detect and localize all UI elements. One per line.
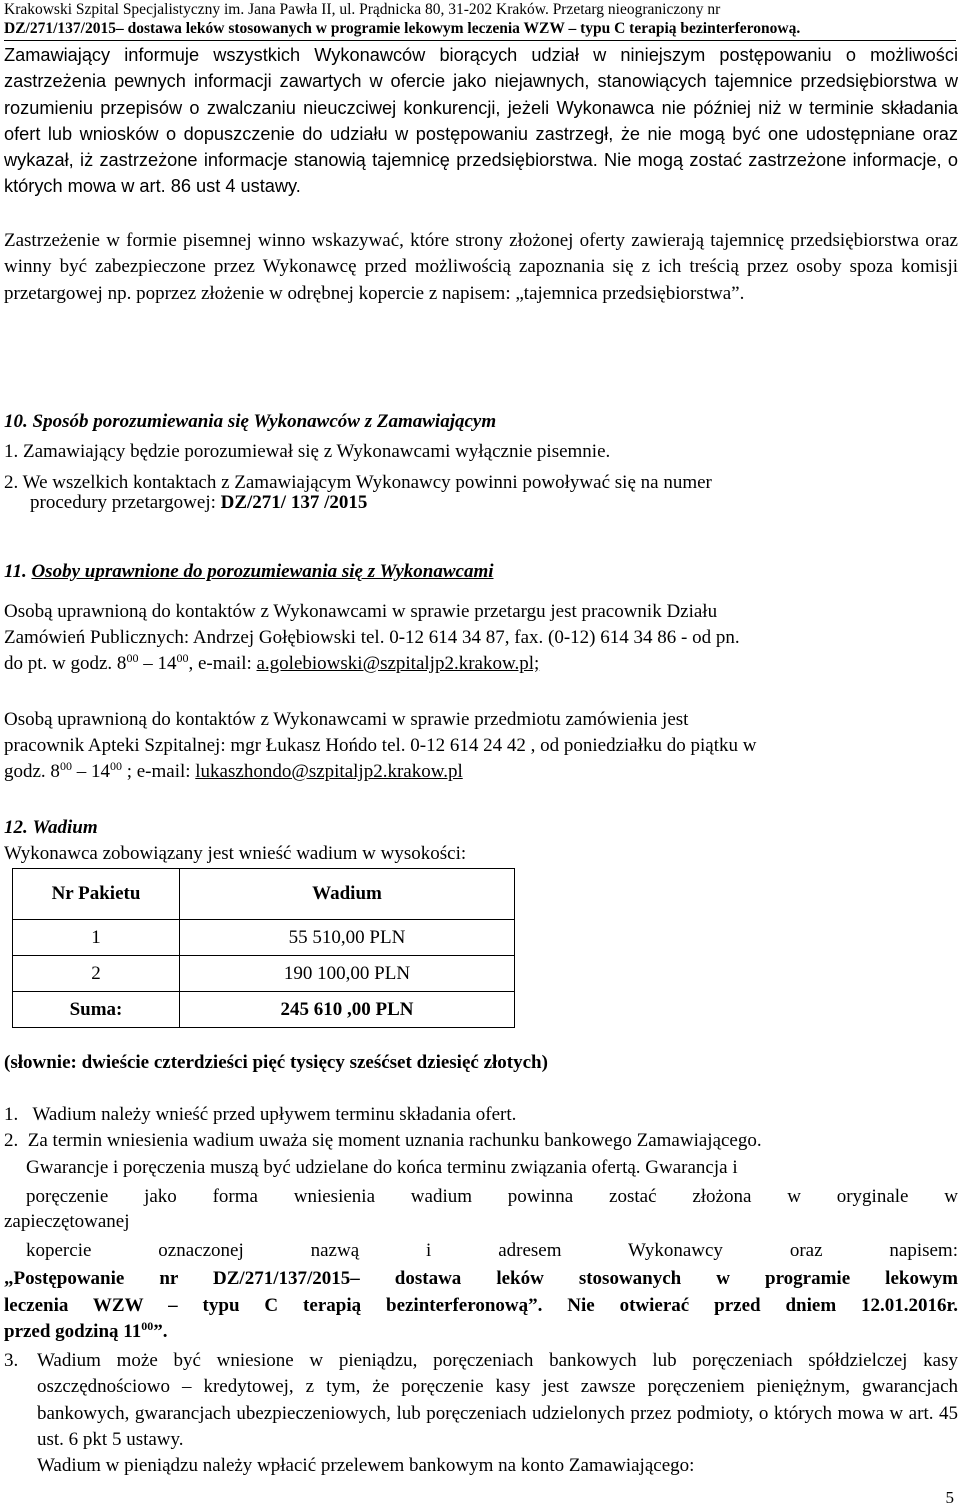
sec10-item-1: 1. Zamawiający będzie porozumiewał się z Wykonawcami wyłącznie pisemnie. [4,441,611,462]
sec12-intro: Wykonawca zobowiązany jest wnieść wadium w wysokości: [4,843,467,864]
sec12-title-number: 12. [4,817,28,838]
amount-in-words: (słownie: dwieście czterdzieści pięć tysięcy sześćset dziesięć złotych) [4,1052,548,1073]
table-row [13,956,515,992]
sec11-p1-line2: Zamówień Publicznych: Andrzej Gołębiowski tel. 0-12 614 34 87, fax. (0-12) 614 34 86 - od pn. [4,627,740,648]
email-link-hondo[interactable]: lukaszhondo@szpitaljp2.krakow.pl [195,761,463,782]
sec11-p2-line1: Osobą uprawnioną do kontaktów z Wykonawcami w sprawie przedmiotu zamówienia jest [4,709,689,730]
sec11-title-text: Osoby uprawnione do porozumiewania się z Wykonawcami [31,561,494,582]
header-wadium: Wadium [180,869,515,920]
sec11-p1-line3: do pt. w godz. $8^{00} - 14^{00}$, e-mail: a.golebiowski@szpitaljp2.krakow.pl; [4,651,540,674]
cell-wadium: 55 510,00 PLN [180,920,515,956]
header-line-1: Krakowski Szpital Specjalistyczny im. Jana Pawła II, ul. Prądnicka 80, 31-202 Kraków. Przetarg nieograniczony nr [4,1,721,18]
hours-end-sup: 00 [176,651,189,665]
sec10-title: 10. Sposób porozumiewania się Wykonawców z Zamawiającym [4,411,497,432]
hours2-end: 14 [86,761,110,782]
item-2-number: 2. [4,1130,19,1151]
sec11-p1-line1: Osobą uprawnioną do kontaktów z Wykonawcami w sprawie przetargu jest pracownik Działu [4,601,718,622]
item-1-number: 1. [4,1104,19,1125]
wadium-table [12,868,515,1028]
item-2-text: Za termin wniesienia wadium uważa się moment uznania rachunku bankowego Zamawiającego. [27,1130,762,1151]
sec11-title [4,561,494,583]
item-3-number: 3. [4,1350,19,1371]
hours-end: 14 [152,653,177,674]
sec12-title-text: Wadium [32,817,98,838]
deadline-closing: ”. [153,1321,168,1342]
email2-label: ; e-mail: [121,761,196,782]
wadium-item-3 [4,1348,958,1453]
hours-start: do pt. w godz. 8 [4,653,127,674]
item-3-text: Wadium może być wniesione w pieniądzu, poręczeniach bankowych lub poręczeniach spółdzielczej kasy oszczędnościowo – kredytowej, z tym, że poręczenie kasy jest zawsze poręczeniem pieniężnym, gwarancjach bankowych, gwarancjach ubezpieczeniowych, lub poręczeniach udzielonych przez podmioty, o których mowa w art. 45 ust. 6 pkt 5 ustawy. [37,1350,958,1450]
sec11-p2-line3: godz. $8^{00} - 14^{00}$ ; e-mail: lukaszhondo@szpitaljp2.krakow.pl [4,759,463,782]
header-line-2: DZ/271/137/2015– dostawa leków stosowanych w programie lekowym leczenia WZW – typu C terapią bezinterferonową. [4,20,801,37]
sec10-title-line [4,411,496,433]
item-2-cont-line3: zapieczętowanej [4,1211,130,1232]
sec11-p2-line2: pracownik Apteki Szpitalnej: mgr Łukasz Hońdo tel. 0-12 614 24 42 , od poniedziałku do piątku w [4,735,757,756]
reservation-paragraph: Zastrzeżenie w formie pisemnej winno wskazywać, które strony złożonej oferty zawierają tajemnicę przedsiębiorstwa oraz winny być zabezpieczone przez Wykonawcę przed możliwością zapoznania się z ich treścią przez osoby spoza komisji przetargowej np. poprzez złożenie w odrębnej kopercie z napisem: „tajemnica przedsiębiorstwa”. [4,230,958,304]
deadline-hour: przed godziną 11 [4,1321,142,1342]
hours2-start: godz. 8 [4,761,60,782]
cell-wadium: 190 100,00 PLN [180,956,515,992]
cell-pakiet: 2 [13,956,180,992]
procedure-number: DZ/271/ 137 /2015 [220,492,368,513]
wadium-item-1 [4,1104,516,1126]
wadium-item-2 [4,1130,762,1152]
sec12-title [4,817,98,839]
sum-label: Suma: [13,992,180,1028]
hours2-end-sup: 00 [109,759,122,773]
item-2-cont-line4: kopercie oznaczonej nazwą i adresem Wykonawcy oraz napisem: [26,1240,958,1261]
confidentiality-paragraph: Zamawiający informuje wszystkich Wykonawców biorących udział w niniejszym postępowaniu o możliwości zastrzeżenia pewnych informacji zawartych w ofercie jako niejawnych, stanowiących tajemnice przedsiębiorstwa w rozumieniu przepisów o zwalczaniu nieuczciwej konkurencji, jeżeli Wykonawca nie później niż w terminie składania ofert lub wniosków o dopuszczenie do udziału w postępowaniu zastrzegł, że nie mogą być one udostępniane oraz wykazał, iż zastrzeżone informacje stanowią tajemnicę przedsiębiorstwa. Nie mogą zostać zastrzeżone informacje, o których mowa w art. 86 ust 4 ustawy. [4,45,958,197]
table-sum-row [13,992,515,1028]
envelope-label-line1: „Postępowanie nr DZ/271/137/2015– dostawa leków stosowanych w programie lekowym [4,1268,958,1289]
hours2-start-sup: 00 [59,759,72,773]
page-header [4,0,956,38]
envelope-label-line2: leczenia WZW – typu C terapią bezinterferonową”. Nie otwierać przed dniem 12.01.2016r. [4,1295,958,1316]
page-number: 5 [945,1488,954,1507]
item-2-cont-line1: Gwarancje i poręczenia muszą być udzielane do końca terminu związania ofertą. Gwarancja i [26,1157,738,1178]
email-label: , e-mail: [188,653,257,674]
header-rule [4,40,956,41]
email-link-golebiowski[interactable]: a.golebiowski@szpitaljp2.krakow.pl; [256,653,540,674]
sec10-item-2: 2. We wszelkich kontaktach z Zamawiającym Wykonawcy powinni powoływać się na numer [4,472,712,493]
sec10-procedure-line [30,492,367,514]
sec11-title-number: 11. [4,561,27,582]
table-row [13,920,515,956]
header-pakiet: Nr Pakietu [13,869,180,920]
cell-pakiet: 1 [13,920,180,956]
procedure-prefix: procedury przetargowej: [30,492,221,513]
item-1-text: Wadium należy wnieść przed upływem terminu składania ofert. [32,1104,517,1125]
item-2-cont-line2: poręczenie jako forma wniesienia wadium powinna zostać złożona w oryginale w [26,1186,958,1207]
sum-value: 245 610 ,00 PLN [180,992,515,1028]
deadline-hour-sup: 00 [141,1319,154,1333]
envelope-label-line3 [4,1321,167,1343]
hours-start-sup: 00 [126,651,139,665]
item-3-last-line: Wadium w pieniądzu należy wpłacić przelewem bankowym na konto Zamawiającego: [37,1455,695,1476]
table-header-row [13,869,515,920]
